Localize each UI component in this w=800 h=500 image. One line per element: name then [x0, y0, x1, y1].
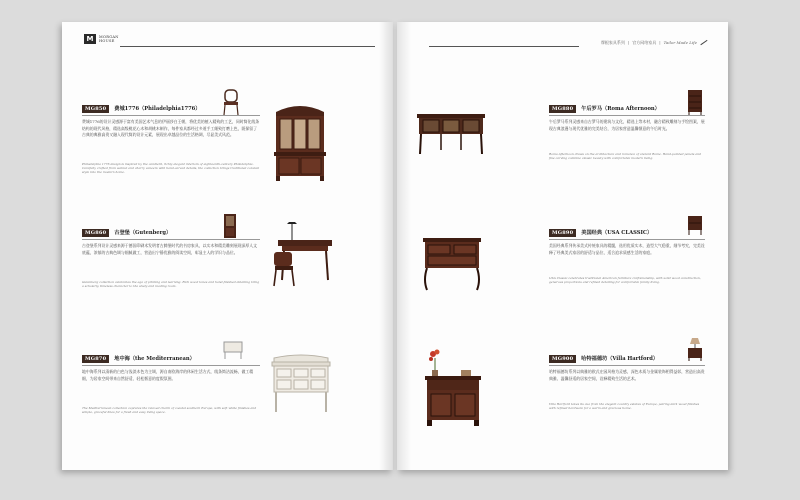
product-desc-cn: 地中海系列以清新的白色与浅淡木色为主调，源自南欧海岸的休闲生活方式，线条简洁流畅，做工精细，为居家空间带来自然舒适、轻松惬意的度假氛围。 — [82, 369, 254, 381]
product-name: 美国经典（USA CLASSIC） — [581, 230, 653, 236]
title-rule — [549, 115, 705, 116]
lamp-table-thumbnail-icon — [686, 336, 704, 362]
cabinet-thumbnail-icon — [222, 212, 238, 240]
gutter-shadow — [379, 22, 393, 470]
product-desc-cn: 美国经典系列传承美式传统家具的精髓，选用优质实木，造型大气稳重，细节考究，完美诠释了经典美式家居的舒适与品位，适合追求质感生活的家庭。 — [549, 243, 705, 255]
product-desc-cn: 哈特福德坊系列以典雅的欧式庄园风格为灵感，深色木质与金属装饰相得益彰，营造出高贵典雅、温馨舒适的居家空间，诠释精致生活的艺术。 — [549, 369, 705, 381]
header-tagline: Tailor Made Life — [663, 40, 697, 45]
product-name: 地中海（the Mediterranean） — [114, 356, 195, 362]
brand-logo — [84, 34, 119, 44]
product-entry-roma — [549, 104, 705, 214]
header-rule — [429, 46, 579, 47]
white-sideboard-image — [268, 352, 334, 414]
product-entry-villa-hartford — [549, 354, 705, 464]
product-desc-en: Roma Afternoon draws on the architecture and romance of ancient Rome. Hand-painted panels and fine carving combine classic beauty with comfortable modern living. — [549, 152, 701, 161]
product-desc-en: Gutenberg collection celebrates the age of printing and learning. Rich wood tones and hand-finished detailing bring a scholarly, timeless character to the study and reading room. — [82, 280, 260, 289]
pen-icon — [700, 40, 707, 46]
product-name: 午后罗马（Roma Afternoon） — [581, 106, 660, 112]
nightstand-thumbnail-icon — [686, 214, 704, 236]
product-desc-en: USA Classic celebrates traditional American furniture craftsmanship, with solid wood construction, generous proportions and refined detailing for comfortable family living. — [549, 276, 701, 285]
gutter-shadow — [397, 22, 411, 470]
chair-thumbnail-icon — [220, 88, 242, 116]
sideboard-thumbnail-icon — [222, 338, 244, 360]
brochure-spread — [62, 22, 728, 470]
product-code: MG880 — [549, 105, 576, 113]
writing-desk-image — [272, 222, 334, 288]
product-name: 古登堡（Gutenberg） — [114, 230, 172, 236]
product-code: MG890 — [549, 229, 576, 237]
product-desc-cn: 午后罗马系列灵感来自古罗马的建筑与文化，精选上等木材，融合精致雕刻与手绘图案，展现古典浪漫与现代优雅的完美结合，为居家营造温馨惬意的午后时光。 — [549, 119, 705, 131]
header-series: 摩根家具系列 — [600, 40, 625, 45]
title-rule — [549, 239, 705, 240]
product-entry-mediterranean — [82, 354, 260, 464]
product-desc-en: Villa Hartford takes its cue from the elegant country estates of Europe, pairing dark wood finishes with refined hardware for a warm and gracious home. — [549, 402, 700, 411]
product-code: MG900 — [549, 355, 576, 363]
product-desc-cn: 费城1776的设计灵感源于富有美国艺术气息的伊丽莎白王朝，将优美的植入精致的工艺，同时简化线条结构的现代风格，精选高级桃花心木和胡桃木制作，每件家具都经过多道手工细致打磨上色，既保留了古典的典雅高贵又融入现代简约设计元素，展现出卓越品位的生活格调，尽显美式风范。 — [82, 119, 260, 138]
running-header: 摩根家具系列 | 官方网络家具 | Tailor Made Life — [601, 40, 708, 46]
title-rule — [549, 365, 705, 366]
usa-chest-image — [421, 236, 483, 292]
product-desc-cn: 古登堡系列设计灵感来源于德国印刷术发明者古腾堡时代的书房家具，以实木和精美雕刻展现深厚人文底蕴，浓郁的古典色调与细腻做工，营造出宁静优雅的阅读空间，彰显主人的学识与品位。 — [82, 243, 258, 255]
logo-line2: HOUSE — [99, 39, 115, 43]
product-entry-usa-classic — [549, 228, 705, 338]
painted-sideboard-image — [415, 110, 487, 156]
right-page — [397, 22, 728, 470]
product-desc-en: Philadelphia 1776 design is inspired by the candlelit, richly elegant interiors of eighteenth-century Philadelphia. Carefully crafted from walnut and cherry veneers with hand-carved details, the collection brings traditional colonial style into the modern home. — [82, 162, 260, 175]
product-code: MG860 — [82, 229, 109, 237]
hartford-cabinet-image — [423, 344, 483, 428]
china-cabinet-image — [270, 102, 330, 182]
left-page — [62, 22, 393, 470]
header-official: 官方网络家具 — [632, 40, 657, 45]
title-rule — [82, 365, 260, 366]
chest-thumbnail-icon — [686, 88, 704, 116]
logo-wordmark — [99, 35, 119, 43]
logo-mark: M — [84, 34, 96, 44]
product-entry-gutenberg — [82, 228, 260, 338]
product-code: MG870 — [82, 355, 109, 363]
product-name: 费城1776（Philadelphia1776） — [114, 106, 201, 112]
header-rule — [120, 46, 375, 47]
product-name: 哈特福德坊（Villa Hartford） — [581, 356, 659, 362]
product-entry-philadelphia — [82, 104, 260, 214]
product-code: MG850 — [82, 105, 109, 113]
logo-line1: MORGAN — [99, 34, 119, 39]
product-desc-en: The Mediterranean collection captures the relaxed charm of coastal southern Europe, with soft white finishes and simple, graceful lines for a fresh and easy living space. — [82, 406, 257, 415]
